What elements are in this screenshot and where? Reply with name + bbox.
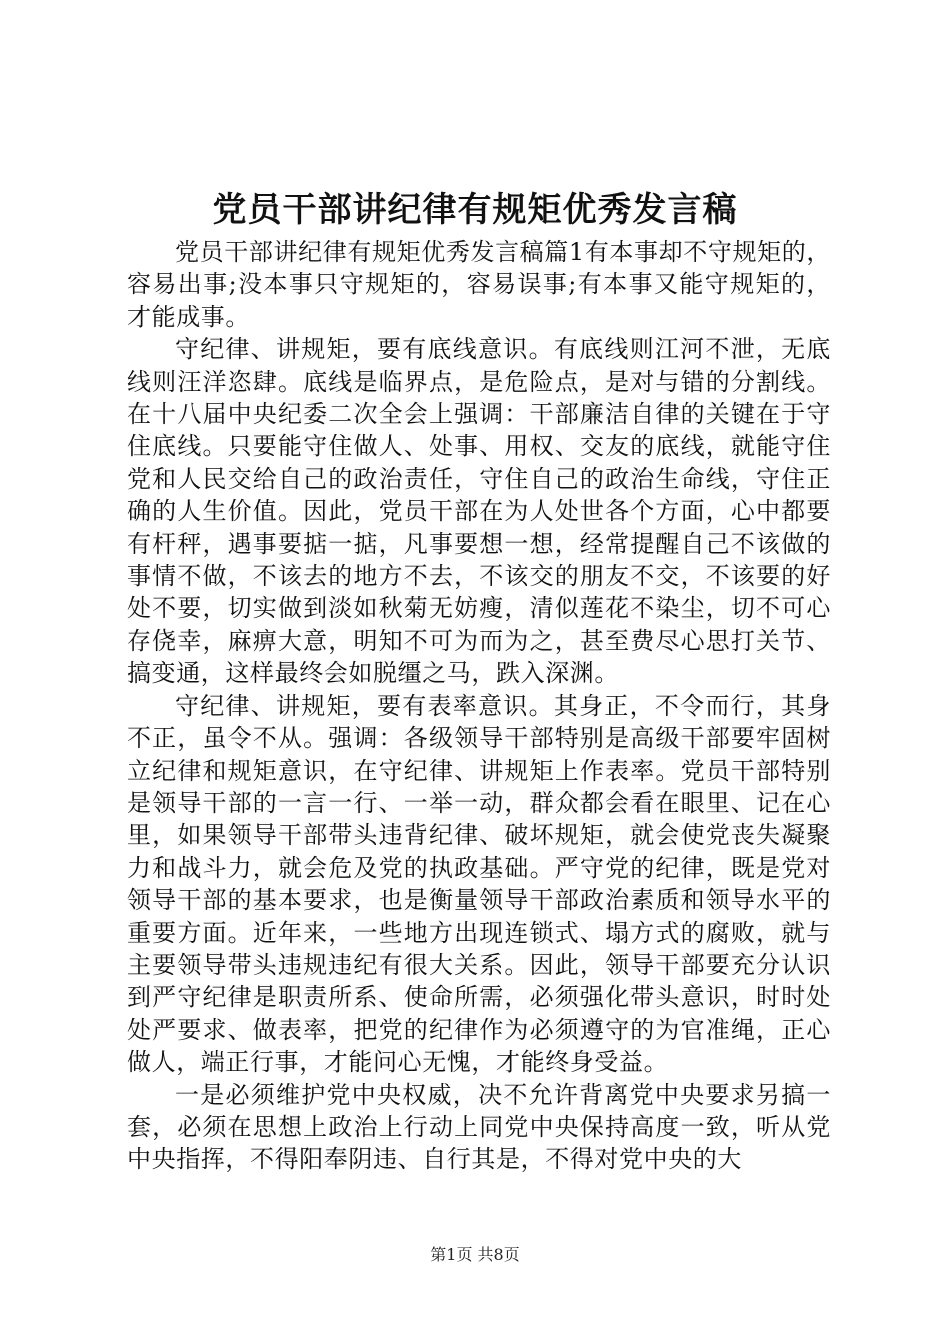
paragraph-4: 一是必须维护党中央权威，决不允许背离党中央要求另搞一套，必须在思想上政治上行动上同党中央保持高度一致，听从党中央指挥，不得阳奉阴违、自行其是，不得对党中央的大: [127, 1080, 831, 1174]
paragraph-1: 党员干部讲纪律有规矩优秀发言稿篇1有本事却不守规矩的，容易出事;没本事只守规矩的，容易误事;有本事又能守规矩的，才能成事。: [127, 238, 831, 331]
document-body: [127, 236, 831, 1176]
page-title: 党员干部讲纪律有规矩优秀发言稿: [212, 190, 738, 230]
paragraph-3: 守纪律、讲规矩，要有表率意识。其身正，不令而行，其身不正，虽令不从。强调：各级领导干部特别是高级干部要牢固树立纪律和规矩意识，在守纪律、讲规矩上作表率。党员干部特别是领导干部的一言一行、一举一动，群众都会看在眼里、记在心里，如果领导干部带头违背纪律、破坏规矩，就会使党丧失凝聚力和战斗力，就会危及党的执政基础。严守党的纪律，既是党对领导干部的基本要求，也是衡量领导干部政治素质和领导水平的重要方面。近年来，一些地方出现连锁式、塌方式的腐败，就与主要领导带头违规违纪有很大关系。因此，领导干部要充分认识到严守纪律是职责所系、使命所需，必须强化带头意识，时时处处严要求、做表率，把党的纪律作为必须遵守的为官准绳，正心做人，端正行事，才能问心无愧，才能终身受益。: [127, 691, 831, 1077]
paragraph-2: 守纪律、讲规矩，要有底线意识。有底线则江河不泄，无底线则汪洋恣肆。底线是临界点，是危险点，是对与错的分割线。在十八届中央纪委二次全会上强调：干部廉洁自律的关键在于守住底线。只要能守住做人、处事、用权、交友的底线，就能守住党和人民交给自己的政治责任，守住自己的政治生命线，守住正确的人生价值。因此，党员干部在为人处世各个方面，心中都要有杆秤，遇事要掂一掂，凡事要想一想，经常提醒自己不该做的事情不做，不该去的地方不去，不该交的朋友不交，不该要的好处不要，切实做到淡如秋菊无妨瘦，清似莲花不染尘，切不可心存侥幸，麻痹大意，明知不可为而为之，甚至费尽心思打关节、搞变通，这样最终会如脱缰之马，跌入深渊。: [127, 335, 831, 688]
page-number-footer: 第1页 共8页: [430, 1245, 520, 1264]
